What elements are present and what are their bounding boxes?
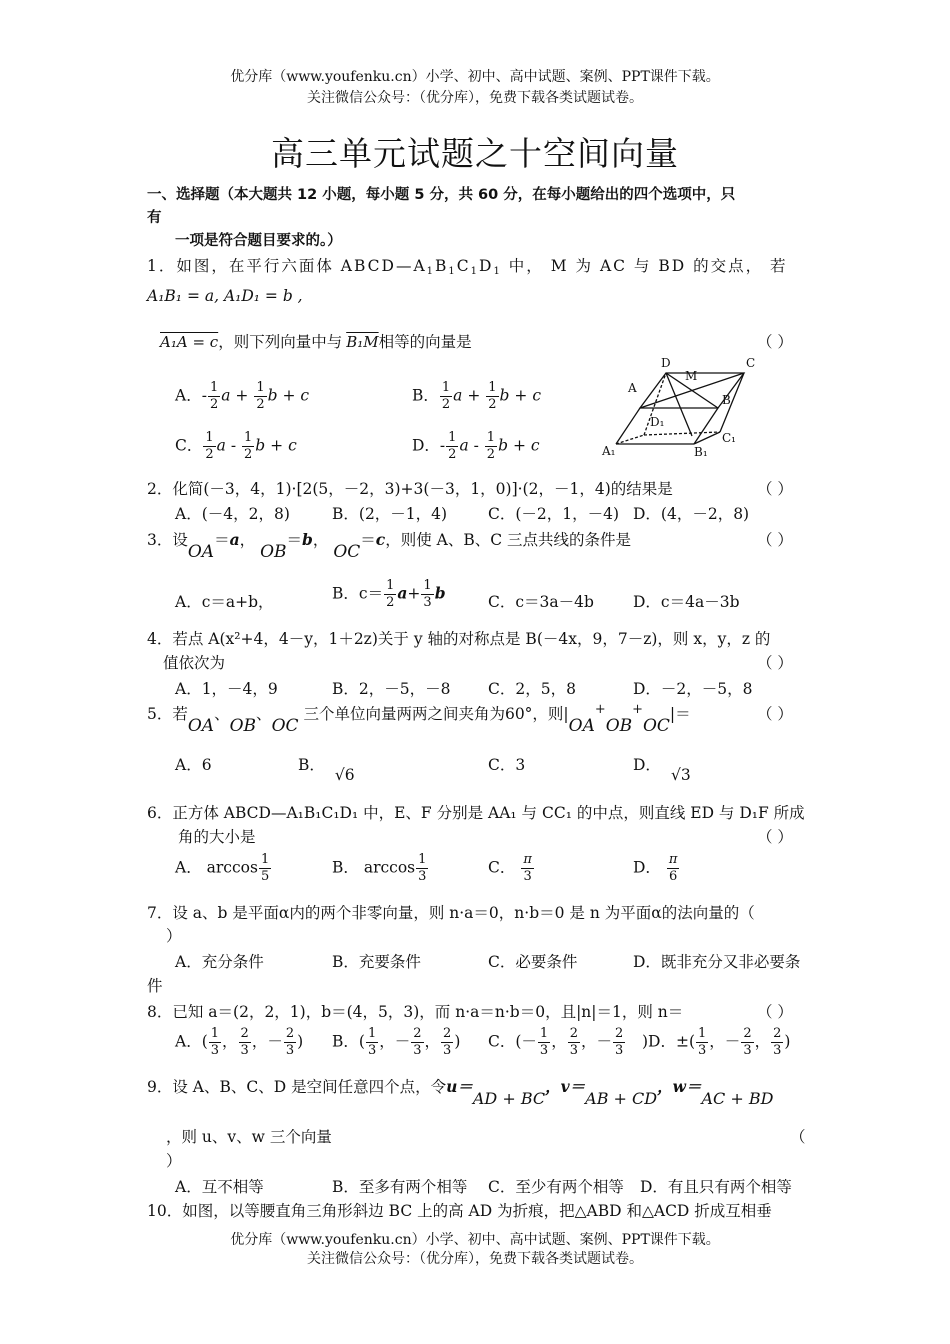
q5-option-c[interactable]: C．3	[488, 756, 526, 774]
label-m: M	[685, 369, 698, 383]
q3-stem: 3．设OA＝a， OB＝b， OC＝c，则使 A、B、C 三点共线的条件是	[147, 530, 632, 562]
q6-stem: 6．正方体 ABCD—A₁B₁C₁D₁ 中，E、F 分别是 AA₁ 与 CC₁ 的中点，则直线 ED 与 D₁F 所成	[147, 804, 805, 822]
q4-option-a[interactable]: A．1，－4，9	[175, 680, 278, 698]
label-c1: C₁	[722, 431, 736, 445]
label-c: C	[746, 356, 756, 370]
q7-option-d-wrap: 件	[147, 977, 163, 995]
q6-option-a[interactable]: A． arccos $\frac{1}{5}$	[175, 852, 270, 884]
q6-stem-2: 角的大小是	[178, 828, 256, 846]
q3-answer-paren[interactable]: （ ）	[757, 531, 793, 549]
q1-option-d[interactable]: D．- $\frac{1}{2}$ a - $\frac{1}{2}$ b + c	[412, 430, 540, 462]
page-title: 高三单元试题之十空间向量	[271, 134, 679, 173]
q1-option-a[interactable]: A．- $\frac{1}{2}$ a + $\frac{1}{2}$ b + c	[175, 380, 310, 412]
q3-option-d[interactable]: D．c＝4a－3b	[633, 593, 740, 611]
q9-stem-2: ，则 u、v、w 三个向量	[166, 1128, 332, 1146]
q3-option-a[interactable]: A．c＝a+b，	[175, 593, 274, 611]
q9-stem-3: ）	[166, 1152, 182, 1170]
q4-stem-2: 值依次为	[163, 654, 226, 672]
q9-option-d[interactable]: D．有且只有两个相等	[640, 1178, 792, 1196]
q2-option-b[interactable]: B．(2，－1，4)	[332, 505, 448, 523]
q8-option-a[interactable]: A．( $\frac{1}{3}$ ， $\frac{2}{3}$ ，－ $\frac{2}{3}$ )	[175, 1026, 304, 1058]
q8-answer-paren[interactable]: （ ）	[757, 1003, 793, 1021]
q6-option-d[interactable]: D． $\frac{\pi}{6}$	[633, 852, 678, 884]
q6-answer-paren[interactable]: （ ）	[757, 828, 793, 846]
q10-stem: 10．如图，以等腰直角三角形斜边 BC 上的高 AD 为折痕，把△ABD 和△ACD 折成互相垂	[147, 1202, 772, 1220]
section-heading-line3: 一项是符合题目要求的。）	[175, 233, 342, 249]
q6-option-c[interactable]: C． $\frac{\pi}{3}$	[488, 852, 532, 884]
q9-answer-paren[interactable]: （	[790, 1128, 806, 1146]
label-d: D	[661, 356, 671, 370]
q8-option-b[interactable]: B．( $\frac{1}{3}$ ，－ $\frac{2}{3}$ ， $\frac{2}{3}$ )	[332, 1026, 461, 1058]
label-a1: A₁	[602, 444, 616, 458]
site-header-line1: 优分库（www.youfenku.cn）小学、初中、高中试题、案例、PPT课件下载。	[230, 69, 720, 85]
q8-option-c[interactable]: C．(－ $\frac{1}{3}$ ， $\frac{2}{3}$ ，－ $\frac{2}{3}$	[488, 1026, 624, 1058]
q7-option-d[interactable]: D．既非充分又非必要条	[633, 953, 801, 971]
q4-option-c[interactable]: C．2，5，8	[488, 680, 576, 698]
q7-option-c[interactable]: C．必要条件	[488, 953, 578, 971]
q7-stem-2: ）	[166, 927, 182, 945]
q4-answer-paren[interactable]: （ ）	[757, 654, 793, 672]
q1-answer-paren[interactable]: （ ）	[757, 333, 793, 351]
q2-answer-paren[interactable]: （ ）	[757, 480, 793, 498]
q1-line3: A₁A = c，则下列向量中与 B₁M相等的向量是	[160, 333, 472, 351]
q9-stem: 9．设 A、B、C、D 是空间任意四个点，令u＝AD + BC，v＝AB + CD，w＝AC + BD	[147, 1077, 774, 1108]
q5-option-a[interactable]: A．6	[175, 756, 212, 774]
q1-vector-def: A₁B₁ = a, A₁D₁ = b ,	[147, 287, 303, 305]
q2-option-a[interactable]: A．(－4，2，8)	[175, 505, 290, 523]
section-heading: 一、选择题（本大题共 12 小题，每小题 5 分，共 60 分，在每小题给出的四个选项中，只	[147, 187, 736, 203]
q2-option-d[interactable]: D．(4，－2，8)	[633, 505, 750, 523]
section-heading-wrap: 有	[147, 210, 162, 226]
q1-option-b[interactable]: B． $\frac{1}{2}$ a + $\frac{1}{2}$ b + c	[412, 380, 542, 412]
q5-option-d[interactable]: D．√3	[633, 756, 691, 784]
q7-option-b[interactable]: B．充要条件	[332, 953, 421, 971]
q2-stem: 2．化简(－3，4，1)·[2(5，－2，3)+3(－3，1，0)]·(2，－1，4)的结果是	[147, 480, 673, 498]
q5-stem: 5．若OA、OB、OC 三个单位向量两两之间夹角为60°，则|OA+OB+OC|＝	[147, 702, 691, 737]
q7-stem: 7．设 a、b 是平面α内的两个非零向量，则 n·a＝0，n·b＝0 是 n 为平面α的法向量的（	[147, 904, 755, 922]
label-b1: B₁	[694, 445, 708, 459]
q5-option-b[interactable]: B．√6	[298, 756, 355, 784]
site-footer-line2: 关注微信公众号：（优分库），免费下载各类试题试卷。	[307, 1251, 643, 1267]
q5-answer-paren[interactable]: （ ）	[757, 705, 793, 723]
q6-option-b[interactable]: B． arccos $\frac{1}{3}$	[332, 852, 427, 884]
site-footer-line1: 优分库（www.youfenku.cn）小学、初中、高中试题、案例、PPT课件下载。	[230, 1232, 720, 1248]
label-b: B	[722, 393, 731, 407]
site-header-line2: 关注微信公众号：（优分库），免费下载各类试题试卷。	[307, 90, 643, 106]
q4-stem: 4．若点 A(x²+4，4－y，1＋2z)关于 y 轴的对称点是 B(－4x，9，7－z)，则 x，y，z 的	[147, 630, 771, 648]
label-a: A	[628, 381, 637, 395]
q9-option-c[interactable]: C．至少有两个相等	[488, 1178, 624, 1196]
q4-option-b[interactable]: B．2，－5，－8	[332, 680, 451, 698]
q1-option-c[interactable]: C． $\frac{1}{2}$ a - $\frac{1}{2}$ b + c	[175, 430, 297, 462]
q4-option-d[interactable]: D．－2，－5，8	[633, 680, 753, 698]
q7-option-a[interactable]: A．充分条件	[175, 953, 264, 971]
q8-stem: 8．已知 a＝(2，2，1)，b＝(4，5，3)，而 n·a＝n·b＝0，且|n|＝1，则 n＝	[147, 1003, 684, 1021]
q9-option-a[interactable]: A．互不相等	[175, 1178, 264, 1196]
q3-option-c[interactable]: C．c＝3a－4b	[488, 593, 594, 611]
q3-option-b[interactable]: B．c＝ $\frac{1}{2}$ a+ $\frac{1}{3}$ b	[332, 578, 446, 610]
q2-option-c[interactable]: C．(－2，1，－4)	[488, 505, 620, 523]
q1-stem: 1．如图，在平行六面体 $ABCD—A_1B_1C_1D_1$ 中， M 为 AC 与 BD 的交点， 若	[147, 257, 788, 277]
q8-option-d[interactable]: )D．±( $\frac{1}{3}$ ，－ $\frac{2}{3}$ ， $\frac{2}{3}$ )	[642, 1026, 791, 1058]
parallelepiped-diagram	[598, 352, 768, 462]
q9-option-b[interactable]: B．至多有两个相等	[332, 1178, 468, 1196]
label-d1: D₁	[650, 415, 665, 429]
